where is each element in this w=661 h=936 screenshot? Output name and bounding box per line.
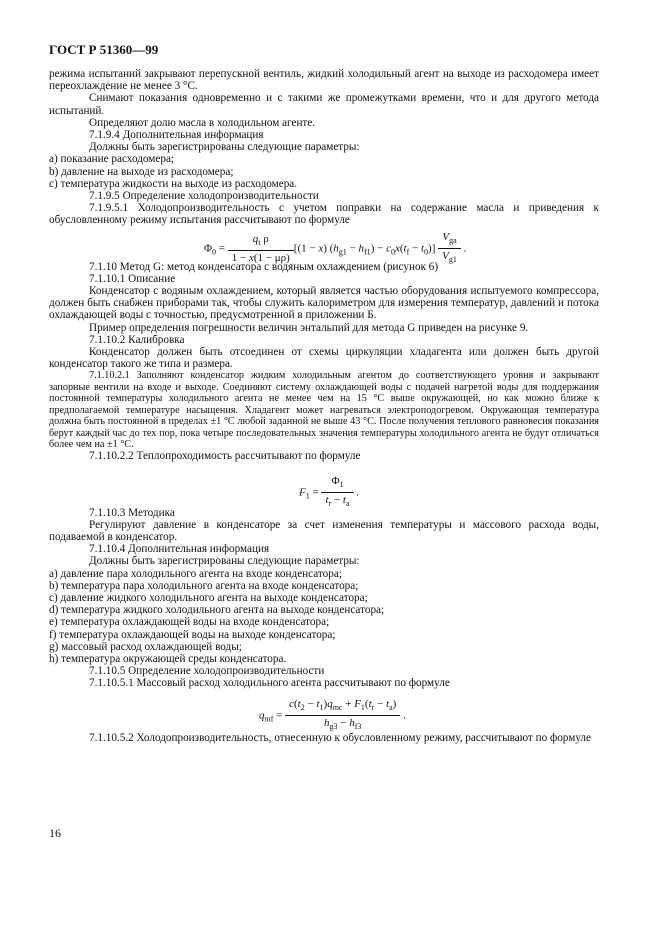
section-heading: 7.1.10.2 Калибровка [89, 333, 185, 346]
list-item: g) массовый расход охлаждающей воды; [49, 640, 242, 653]
paragraph: 7.1.9.5.1 Холодопроизводительность с учетом поправки на содержание масла и приведения к обусловленному режиму испытания рассчитывают по формуле [49, 202, 599, 227]
paragraph: режима испытаний закрывают перепускной вентиль, жидкий холодильный агент на выходе из расходомера имеет переохлаждение не менее 3 °С. [49, 68, 599, 93]
list-item: h) температура окружающей среды конденсатора. [49, 652, 287, 665]
section-heading: 7.1.10.1 Описание [89, 272, 176, 285]
list-item: d) температура жидкого холодильного агента на выходе конденсатора; [49, 604, 385, 617]
list-item: c) давление жидкого холодильного агента на выходе конденсатора; [49, 591, 368, 604]
section-heading: 7.1.10.3 Методика [89, 506, 175, 519]
list-item: e) температура охлаждающей воды на входе конденсатора; [49, 616, 330, 629]
paragraph: 7.1.10.5.2 Холодопроизводительность, отнесенную к обусловленному режиму, рассчитывают по формуле [89, 731, 591, 744]
list-item: b) температура пара холодильного агента на входе конденсатора; [49, 579, 359, 592]
paragraph: Должны быть зарегистрированы следующие параметры: [89, 141, 360, 154]
list-item: b) давление на выходе из расходомера; [49, 165, 234, 178]
section-heading: 7.1.10 Метод G: метод конденсатора с водяным охлаждением (рисунок 6) [89, 260, 439, 273]
section-heading: 7.1.9.5 Определение холодопроизводительности [89, 190, 319, 203]
paragraph: 7.1.10.2.2 Теплопроходимость рассчитывают по формуле [89, 450, 361, 463]
paragraph: 7.1.10.5.1 Массовый расход холодильного агента рассчитывают по формуле [89, 677, 450, 690]
paragraph: Снимают показания одновременно и с такими же промежутками времени, что и для другого метода испытаний. [49, 92, 599, 117]
paragraph: Конденсатор должен быть отсоединен от схемы циркуляции хладагента или должен быть другой конденсатор такого же типа и размера. [49, 346, 599, 371]
paragraph: 7.1.10.2.1 Заполняют конденсатор жидким холодильным агентом до соответствующего уровня и закрывают запорные вентили на входе и выходе. Соединяют систему охлаждающей воды с подачей нагретой воды для поддержания постоянной температуры холодильного агента не менее чем на 15 °С выше окружающей, но как можно ближе к предполагаемой температуре насыщения. Хладагент может нагреваться электроподогревом. Окружающая температура должна быть постоянной в пределах ±1 °С любой заданной не выше 43 °С. После получения теплового равновесия показания берут каждый час до тех пор, пока четыре последовательных значения температуры холодильного агента не будут отличаться более чем на ±1 °С. [49, 370, 599, 450]
section-heading: 7.1.10.4 Дополнительная информация [89, 543, 270, 556]
paragraph: Регулируют давление в конденсаторе за счет изменения температуры и массового расхода воды, подаваемой в конденсатор. [49, 518, 599, 543]
list-item: a) показание расходомера; [49, 153, 175, 166]
paragraph: Определяют долю масла в холодильном агенте. [89, 116, 316, 129]
page-number: 16 [49, 826, 61, 840]
list-item: f) температура охлаждающей воды на выходе конденсатора; [49, 628, 336, 641]
paragraph: Конденсатор с водяным охлаждением, который является частью оборудования испытуемого компрессора, должен быть снабжен приборами так, чтобы служить калориметром для измерения температур, давлений и потока охлаждающей воды с точностью, предусмотренной в приложении Б. [49, 285, 599, 322]
paragraph: Пример определения погрешности величин энтальпий для метода G приведен на рисунке 9. [89, 321, 529, 334]
section-heading: 7.1.10.5 Определение холодопроизводительности [89, 665, 325, 678]
formula-cooling-capacity: $\Phi_0$ = $\frac{q_t \rho}{1 - x(1 - \mu\rho)}$ [(1 − x) $(h_{g1} - h_{f1}) - c_0x(t_f - t_0)$] $\frac{V_{ga}}{V_{g1}}$ . [204, 230, 467, 265]
page-header: ГОСТ Р 51360—99 [49, 42, 159, 57]
formula-mass-flow: $q_{mf}$ = $\frac{c(t_2 - t_1)q_{mc} + F_1(t_r - t_a)}{h_{g3} - h_{f3}}$ . [259, 697, 406, 732]
list-item: c) температура жидкости на выходе из расходомера. [49, 177, 298, 190]
list-item: a) давление пара холодильного агента на входе конденсатора; [49, 567, 342, 580]
paragraph: Должны быть зарегистрированы следующие параметры: [89, 555, 360, 568]
formula-heat-transmission: $F_1$ = $\frac{\Phi_1}{t_r - t_a}$ . [299, 474, 360, 509]
section-heading: 7.1.9.4 Дополнительная информация [89, 129, 264, 142]
document-body [49, 68, 599, 744]
